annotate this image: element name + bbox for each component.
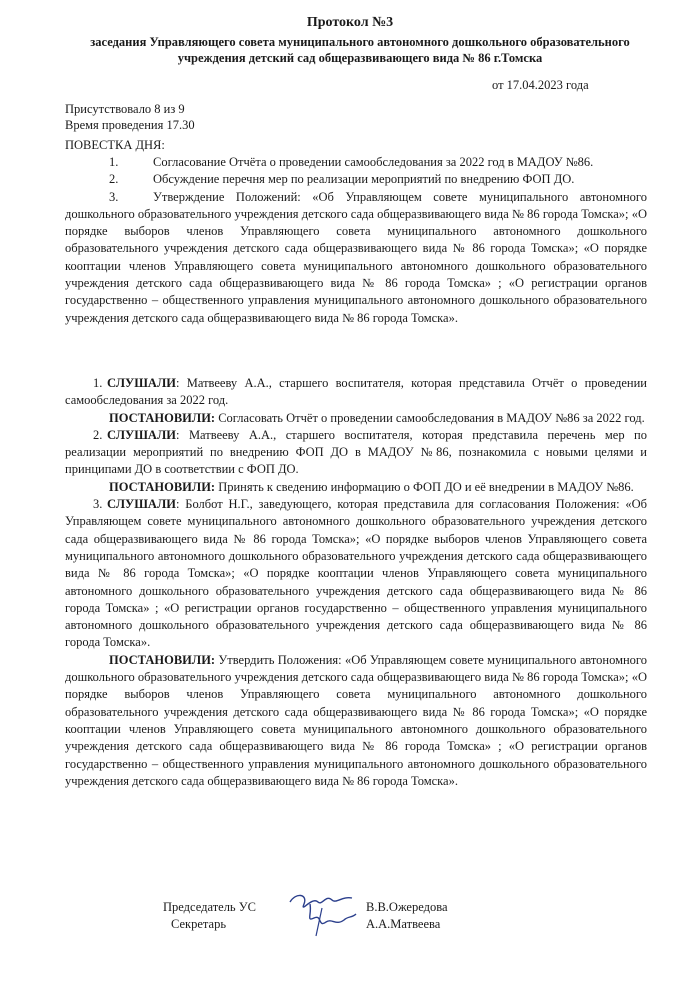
agenda-item-number: 3. <box>109 189 119 204</box>
agenda-item-number: 2. <box>109 172 119 187</box>
decided-text: Согласовать Отчёт о проведении самообследования в МАДОУ №86 за 2022 год. <box>215 410 645 425</box>
heard-text: : Матвееву А.А., старшего воспитателя, которая представила Отчёт о проведении самообследования за 2022 год. <box>65 376 647 408</box>
agenda-list <box>65 154 647 327</box>
agenda-item-number: 1. <box>109 155 119 169</box>
secretary-role: Секретарь <box>171 917 227 931</box>
minutes-decided <box>65 410 647 427</box>
minutes-heard <box>65 375 647 410</box>
heard-text: : Матвееву А.А., старшего воспитателя, которая представила перечень мер по реализации мероприятий по внедрению ФОП ДО в МАДОУ №86, познакомила с новыми целями и принципами ДО в соответствии с ФОП ДО. <box>65 427 647 477</box>
chair-role: Председатель УС <box>163 900 256 914</box>
minutes-decided <box>65 479 647 496</box>
signature-names <box>366 899 448 933</box>
decided-text: Принять к сведению информацию о ФОП ДО и её внедрении в МАДОУ №86. <box>215 479 634 494</box>
decided-label: ПОСТАНОВИЛИ: <box>109 479 216 494</box>
minutes-section <box>65 375 647 790</box>
secretary-name: А.А.Матвеева <box>366 917 441 931</box>
decided-text: Утвердить Положения: «Об Управляющем совете муниципального автономного дошкольного образовательного учреждения детского сада общеразвивающего вида № 86 города Томска»; «О порядке выборов членов Управляющего совета муниципального автономного дошкольного образовательного учреждения детского сада общеразвивающего вида № 86 города Томска»; «О порядке кооптации членов Управляющего совета муниципального автономного дошкольного образовательного учреждения детского сада общеразвивающего вида № 86 города Томска» ; «О регистрации органов государственно – общественного управления муниципального автономного дошкольного образовательного учреждения детского сада общеразвивающего вида № 86 города Томска». <box>65 652 647 788</box>
agenda-item-text: Обсуждение перечня мер по реализации мероприятий по внедрению ФОП ДО. <box>153 172 575 187</box>
agenda-item-text: Согласование Отчёта о проведении самообследования за 2022 год в МАДОУ №86. <box>153 155 594 169</box>
document-date: от 17.04.2023 года <box>492 78 589 92</box>
agenda-item <box>65 154 647 171</box>
meeting-time-text: Время проведения 17.30 <box>65 118 195 132</box>
agenda-item <box>65 189 647 327</box>
document-subtitle: заседания Управляющего совета муниципального автономного дошкольного образовательного учреждения детский сад общеразвивающего вида № 86 г.Томска <box>90 35 630 65</box>
heard-label: СЛУШАЛИ <box>107 497 176 512</box>
signature-roles <box>163 899 256 933</box>
agenda-heading: ПОВЕСТКА ДНЯ: <box>65 138 165 152</box>
attendance-text: Присутствовало 8 из 9 <box>65 102 185 116</box>
minutes-item-number: 3. <box>93 497 103 512</box>
document-title: Протокол №3 <box>306 15 394 30</box>
decided-label: ПОСТАНОВИЛИ: <box>109 652 216 667</box>
heard-label: СЛУШАЛИ <box>107 376 176 390</box>
agenda-item <box>65 171 647 188</box>
heard-label: СЛУШАЛИ <box>107 427 176 442</box>
heard-text: : Болбот Н.Г., заведующего, которая представила для согласования Положения: «Об Управляющем совете муниципального автономного дошкольного образовательного учреждения детского сада общеразвивающего вида № 86 города Томска»; «О порядке выборов членов Управляющего совета муниципального автономного дошкольного образовательного учреждения детского сада общеразвивающего вида № 86 города Томска»; «О порядке кооптации членов Управляющего совета муниципального автономного дошкольного образовательного учреждения детского сада общеразвивающего вида № 86 города Томска» ; «О регистрации органов государственно – общественного управления муниципального автономного дошкольного образовательного учреждения детского сада общеразвивающего вида № 86 города Томска». <box>65 497 647 650</box>
chair-name: В.В.Ожередова <box>366 900 448 914</box>
handwritten-signature <box>282 888 362 938</box>
minutes-item-number: 2. <box>93 427 103 442</box>
minutes-heard <box>65 496 647 652</box>
agenda-item-text: Утверждение Положений: «Об Управляющем совете муниципального автономного дошкольного образовательного учреждения детского сада общеразвивающего вида № 86 города Томска»; «О порядке выборов членов Управляющего совета муниципального автономного дошкольного образовательного учреждения детского сада общеразвивающего вида № 86 города Томска»; «О порядке кооптации членов Управляющего совета муниципального автономного дошкольного образовательного учреждения детского сада общеразвивающего вида № 86 города Томска» ; «О регистрации органов государственно – общественного управления муниципального автономного дошкольного образовательного учреждения детского сада общеразвивающего вида № 86 города Томска». <box>65 189 647 325</box>
decided-label: ПОСТАНОВИЛИ: <box>109 410 216 425</box>
minutes-item-number: 1. <box>93 376 103 390</box>
minutes-heard <box>65 427 647 479</box>
minutes-decided <box>65 652 647 790</box>
